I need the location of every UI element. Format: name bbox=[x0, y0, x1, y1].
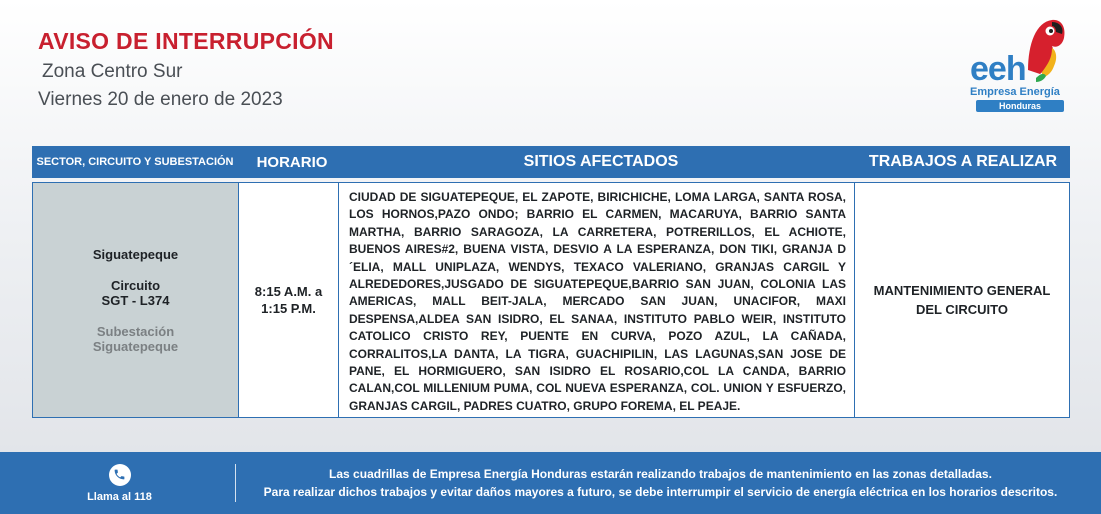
logo-wordmark: eeh bbox=[970, 50, 1026, 88]
notice-header bbox=[38, 28, 334, 111]
company-logo bbox=[962, 14, 1072, 114]
notice-line-2: Para realizar dichos trabajos y evitar daños mayores a futuro, se debe interrumpir el servicio de energía eléctrica en los horarios descritos. bbox=[263, 485, 1058, 499]
parrot-logo-icon bbox=[1022, 14, 1068, 84]
page-title: AVISO DE INTERRUPCIÓN bbox=[38, 28, 334, 54]
header-sector: SECTOR, CIRCUITO Y SUBESTACIÓN bbox=[36, 156, 234, 168]
affected-sites-cell: CIUDAD DE SIGUATEPEQUE, EL ZAPOTE, BIRICHICHE, LOMA LARGA, SANTA ROSA, LOS HORNOS,PAZO ONDO; BARRIO EL CARMEN, MACARUYA, BARRIO SANTA MARTHA, BARRIO SARAGOZA, LA CARRETERA, POTRERILLOS, EL ACHIOTE, BUENOS AIRES#2, BUENA VISTA, DESVIO A LA ESPERANZA, DON TIKI, GRANJA D´ELIA, MALL UNIPLAZA, WENDYS, TEXACO VALERIANO, GRANJAS CARGIL Y ALREDEDORES,JUSGADO DE SIGUATEPEQUE,BARRIO SAN JUAN, COLONIA LAS AMERICAS, MALL BEIT-JALA, MERCADO SAN JUAN, UNACIFOR, MAXI DESPENSA,ALDEA SAN ISIDRO, EL SANAA, INSTITUTO PABLO WEIR, INSTITUTO CATOLICO CRISTO REY, PUENTE EN CURVA, POZO AZUL, LA CAÑADA, CORRALITOS,LA DANTA, LA TIGRA, GUACHIPILIN, LAS LAGUNAS,SAN JOSE DE PANE, EL HORMIGUERO, SAN ISIDRO EL ROSARIO,COL LA CANDA, BARRIO CALAN,COL MILLENIUM PUMA, COL NUEVA ESPERANZA, COL. UNION Y ESFUERZO, GRANJAS CARGIL, PADRES CUATRO, GRUPO FOREMA, EL PEAJE. bbox=[339, 183, 855, 417]
circuit-label: Circuito bbox=[110, 277, 161, 293]
date-label: Viernes 20 de enero de 2023 bbox=[38, 89, 283, 110]
work-cell bbox=[855, 183, 1069, 417]
notice-line-1: Las cuadrillas de Empresa Energía Honduras estarán realizando trabajos de mantenimiento en las zonas detalladas. bbox=[329, 467, 992, 481]
table-row bbox=[32, 182, 1070, 418]
call-info bbox=[0, 464, 235, 503]
call-label: Llama al 118 bbox=[87, 490, 152, 503]
zone-label: Zona Centro Sur bbox=[42, 61, 183, 82]
logo-company-name: Empresa Energía bbox=[970, 86, 1060, 98]
work-description: MANTENIMIENTO GENERAL DEL CIRCUITO bbox=[873, 283, 1051, 317]
phone-icon bbox=[109, 464, 131, 486]
sector-cell bbox=[33, 183, 239, 417]
footer-divider bbox=[235, 464, 236, 502]
circuit-code: SGT - L374 bbox=[101, 292, 170, 308]
table-header bbox=[32, 146, 1070, 178]
footer-notice bbox=[236, 465, 1101, 501]
substation-label: Subestación bbox=[96, 323, 175, 339]
header-horario: HORARIO bbox=[256, 153, 328, 171]
header-sitios: SITIOS AFECTADOS bbox=[523, 153, 679, 170]
header-trabajos: TRABAJOS A REALIZAR bbox=[868, 153, 1058, 170]
time-start: 8:15 A.M. a bbox=[254, 284, 323, 299]
sector-name: Siguatepeque bbox=[92, 246, 179, 262]
time-end: 1:15 P.M. bbox=[261, 301, 316, 316]
logo-country-badge: Honduras bbox=[976, 100, 1064, 112]
schedule-cell bbox=[239, 183, 339, 417]
footer-banner bbox=[0, 452, 1101, 514]
substation-name: Siguatepeque bbox=[92, 338, 179, 354]
